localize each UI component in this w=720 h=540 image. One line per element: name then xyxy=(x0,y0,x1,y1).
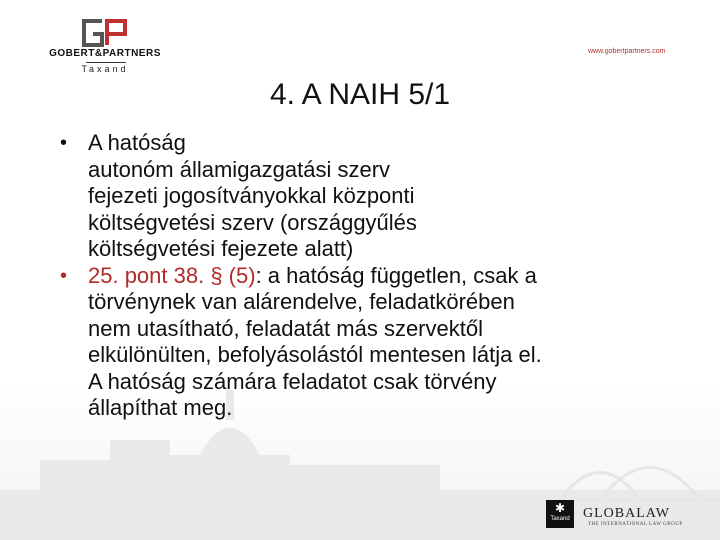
website-link[interactable]: www.gobertpartners.com xyxy=(588,48,666,55)
globalaw-logo[interactable]: GLOBALAW xyxy=(583,506,670,521)
globalaw-tagline: THE INTERNATIONAL LAW GROUP xyxy=(588,522,683,527)
bullet-2-line-5: A hatóság számára feladatot csak törvény xyxy=(88,368,497,394)
bullet-2-line-4: elkülönülten, befolyásolástól mentesen látja el. xyxy=(88,342,542,367)
taxand-star-icon: ✱ xyxy=(554,501,566,515)
bullet-marker: • xyxy=(60,264,68,287)
bullet-list xyxy=(56,130,686,422)
bullet-2-line-3: nem utasítható, feladatát más szervektől xyxy=(88,315,483,341)
slide-title: 4. A NAIH 5/1 xyxy=(269,78,451,111)
logo-company-name: GOBERT&PARTNERS xyxy=(49,48,161,59)
bullet-2-line-6: állapíthat meg. xyxy=(88,395,233,420)
bullet-1-line-3: fejezeti jogosítványokkal központi xyxy=(88,183,415,208)
gobert-partners-logo[interactable] xyxy=(40,18,170,80)
taxand-logo-label: Taxand xyxy=(550,516,570,522)
logo-taxand-text: Taxand xyxy=(81,64,129,74)
bullet-item-1 xyxy=(56,130,686,263)
bullet-1-line-1: A hatóság xyxy=(88,130,186,155)
gp-monogram-icon xyxy=(80,18,130,48)
taxand-logo[interactable] xyxy=(546,500,574,528)
legal-reference: 25. pont 38. § (5) xyxy=(88,262,256,288)
bullet-item-2 xyxy=(56,263,686,422)
bullet-1-line-4: költségvetési szerv (országgyűlés xyxy=(88,209,417,235)
bullet-2-line-1-rest: : a hatóság független, csak a xyxy=(255,262,537,288)
logo-divider xyxy=(86,62,126,63)
bullet-1-line-5: költségvetési fejezete alatt) xyxy=(88,236,354,261)
bullet-2-line-2: törvénynek van alárendelve, feladatkörében xyxy=(88,289,515,314)
bullet-1-line-2: autonóm államigazgatási szerv xyxy=(88,156,391,182)
bullet-2-line-1 xyxy=(88,263,686,290)
bullet-marker: • xyxy=(60,132,68,154)
